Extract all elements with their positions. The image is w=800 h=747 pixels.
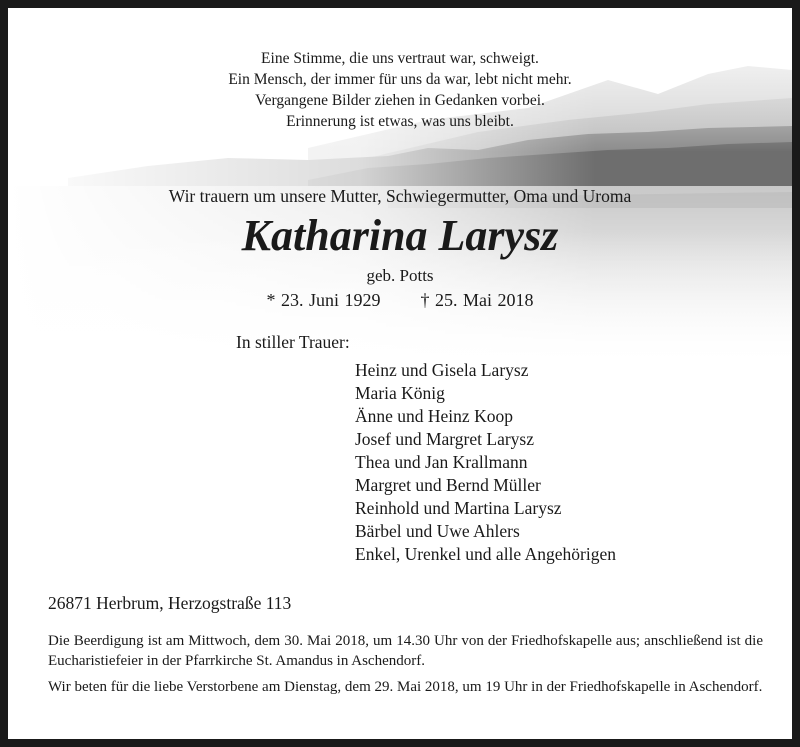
poem-line: Erinnerung ist etwas, was uns bleibt. xyxy=(286,113,514,130)
maiden-name: geb. Potts xyxy=(366,266,434,285)
memorial-poem xyxy=(8,48,792,132)
poem-line: Vergangene Bilder ziehen in Gedanken vorbei. xyxy=(255,92,545,109)
family-address: 26871 Herbrum, Herzogstraße 113 xyxy=(48,593,292,613)
mourners-list xyxy=(355,359,616,566)
mourner-entry: Margret und Bernd Müller xyxy=(355,475,541,495)
mourning-intro: Wir trauern um unsere Mutter, Schwiegermutter, Oma und Uroma xyxy=(168,186,632,206)
mourner-entry: Heinz und Gisela Larysz xyxy=(355,360,529,380)
prayer-info: Wir beten für die liebe Verstorbene am Dienstag, dem 29. Mai 2018, um 19 Uhr in der Friedhofskapelle in Aschendorf. xyxy=(48,679,763,695)
life-dates xyxy=(8,290,792,311)
mourner-entry: Reinhold und Martina Larysz xyxy=(355,498,562,518)
funeral-info: Die Beerdigung ist am Mittwoch, dem 30. Mai 2018, um 14.30 Uhr von der Friedhofskapelle aus; anschließend ist die Eucharistiefeier in der Pfarrkirche St. Amandus in Aschendorf. xyxy=(48,633,763,669)
mourner-entry: Bärbel und Uwe Ahlers xyxy=(355,521,520,541)
mourner-entry: Thea und Jan Krallmann xyxy=(355,452,528,472)
death-date: † 25. Mai 2018 xyxy=(420,290,534,310)
mourner-entry: Änne und Heinz Koop xyxy=(355,406,513,426)
poem-line: Eine Stimme, die uns vertraut war, schweigt. xyxy=(261,50,539,67)
poem-line: Ein Mensch, der immer für uns da war, lebt nicht mehr. xyxy=(228,71,572,88)
mourner-entry: Maria König xyxy=(355,383,445,403)
birth-date: * 23. Juni 1929 xyxy=(266,290,381,310)
deceased-name: Katharina Larysz xyxy=(241,211,559,260)
mourning-label: In stiller Trauer: xyxy=(236,332,350,352)
mourner-entry: Josef und Margret Larysz xyxy=(355,429,534,449)
mourner-entry: Enkel, Urenkel und alle Angehörigen xyxy=(355,544,616,564)
